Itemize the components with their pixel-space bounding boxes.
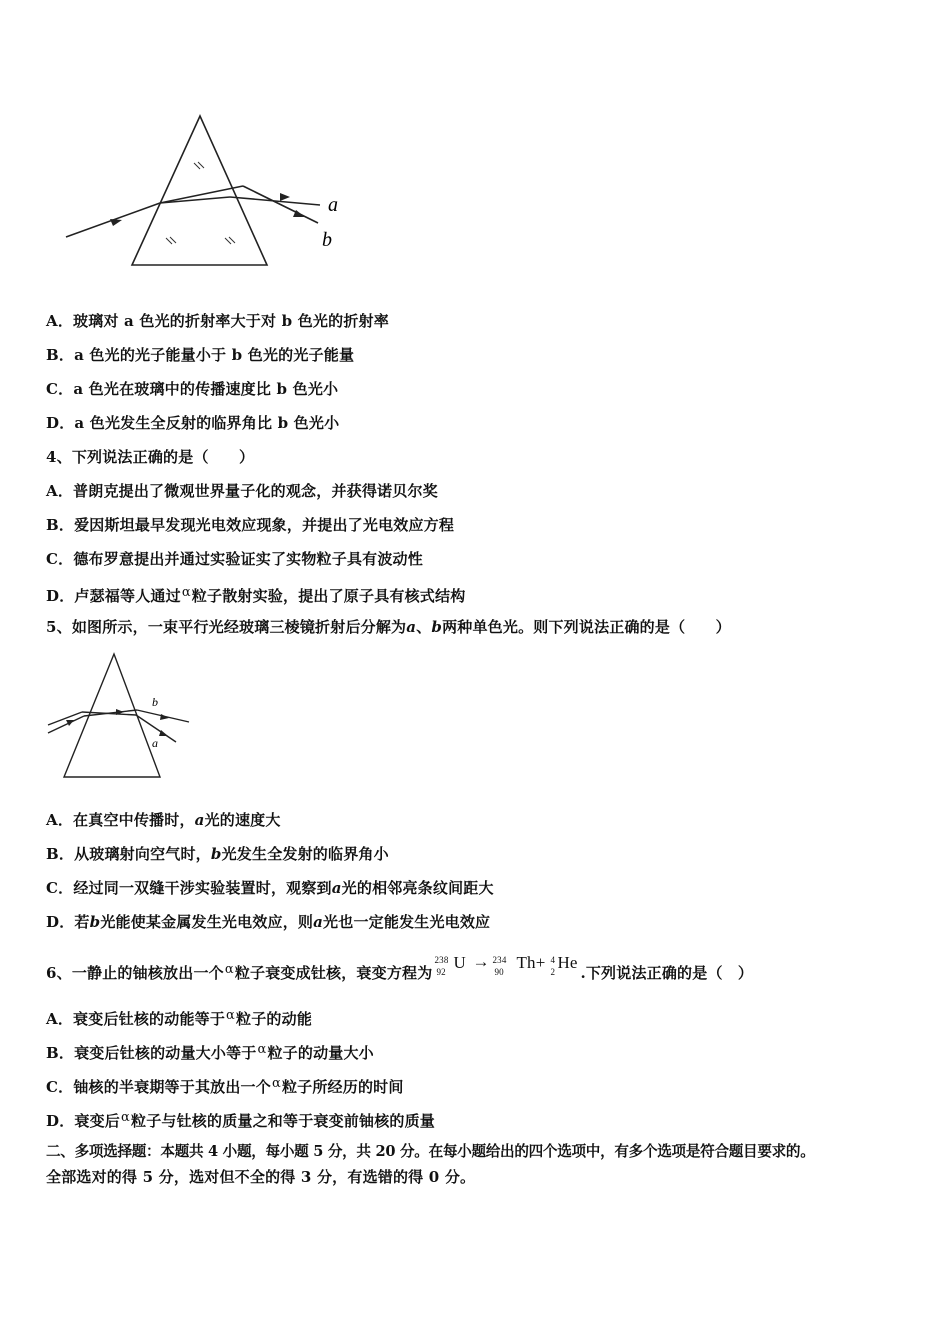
- inner-ray-b: [160, 186, 243, 203]
- q4-stem: 4、下列说法正确的是（ ）: [46, 448, 255, 466]
- q6-stem: 6、一静止的铀核放出一个α粒子衰变成钍核，衰变方程为 238 92 U → 234 90 Th+ 4 2 He .下列说法正确的是（ ）: [46, 952, 754, 982]
- q5-stem: 5、如图所示，一束平行光经玻璃三棱镜折射后分解为a、b两种单色光。则下列说法正确的是（ ）: [46, 618, 731, 636]
- q6-option-b: B．衰变后钍核的动量大小等于α粒子的动量大小: [46, 1042, 374, 1062]
- alpha-symbol: α: [271, 1076, 281, 1091]
- alpha-symbol: α: [181, 585, 191, 600]
- alpha-symbol: α: [121, 1110, 130, 1125]
- q6-option-c: C．铀核的半衰期等于其放出一个α粒子所经历的时间: [46, 1076, 404, 1096]
- alpha-symbol: α: [224, 962, 234, 977]
- prism-figure-2: [44, 650, 204, 782]
- q4-option-b: B．爱因斯坦最早发现光电效应现象，并提出了光电效应方程: [46, 516, 455, 534]
- q3-option-a: A．玻璃对 a 色光的折射率大于对 b 色光的折射率: [46, 312, 389, 330]
- figure2-label-b: b: [152, 695, 158, 709]
- q5-option-b: B．从玻璃射向空气时，b光发生全发射的临界角小: [46, 845, 389, 863]
- q4-option-d: D．卢瑟福等人通过α粒子散射实验，提出了原子具有核式结构: [46, 585, 466, 605]
- q3-option-d: D．a 色光发生全反射的临界角比 b 色光小: [46, 414, 340, 432]
- figure1-label-b: b: [322, 229, 332, 251]
- section2-heading: 二、多项选择题：本题共 4 小题，每小题 5 分，共 20 分。在每小题给出的四个选项中，有多个选项是符合题目要求的。: [46, 1143, 815, 1160]
- prism-outline: [132, 116, 267, 265]
- inner-ray-a: [160, 197, 230, 203]
- decay-equation: 238 92 U → 234 90 Th+ 4 2 He: [434, 952, 578, 977]
- q3-option-b: B．a 色光的光子能量小于 b 色光的光子能量: [46, 346, 355, 364]
- q5-option-d: D．若b光能使某金属发生光电效应，则a光也一定能发生光电效应: [46, 913, 491, 931]
- q5-option-a: A．在真空中传播时，a光的速度大: [46, 811, 281, 829]
- figure2-label-a: a: [152, 736, 158, 750]
- q3-option-c: C．a 色光在玻璃中的传播速度比 b 色光小: [46, 380, 339, 398]
- prism-figure-1: [60, 110, 360, 275]
- figure1-label-a: a: [328, 194, 338, 216]
- q6-option-d: D．衰变后α粒子与钍核的质量之和等于衰变前铀核的质量: [46, 1110, 436, 1130]
- q5-option-c: C．经过同一双缝干涉实验装置时，观察到a光的相邻亮条纹间距大: [46, 879, 494, 897]
- section2-scoring: 全部选对的得 5 分，选对但不全的得 3 分，有选错的得 0 分。: [46, 1168, 476, 1186]
- arrow-icon: →: [472, 952, 490, 971]
- q4-option-c: C．德布罗意提出并通过实验证实了实物粒子具有波动性: [46, 550, 423, 568]
- q6-option-a: A．衰变后钍核的动能等于α粒子的动能: [46, 1008, 313, 1028]
- prism2-outline: [64, 654, 160, 777]
- q4-option-a: A．普朗克提出了微观世界量子化的观念，并获得诺贝尔奖: [46, 482, 438, 500]
- alpha-symbol: α: [257, 1042, 267, 1057]
- alpha-symbol: α: [226, 1008, 236, 1023]
- incident-ray-2: [48, 712, 82, 725]
